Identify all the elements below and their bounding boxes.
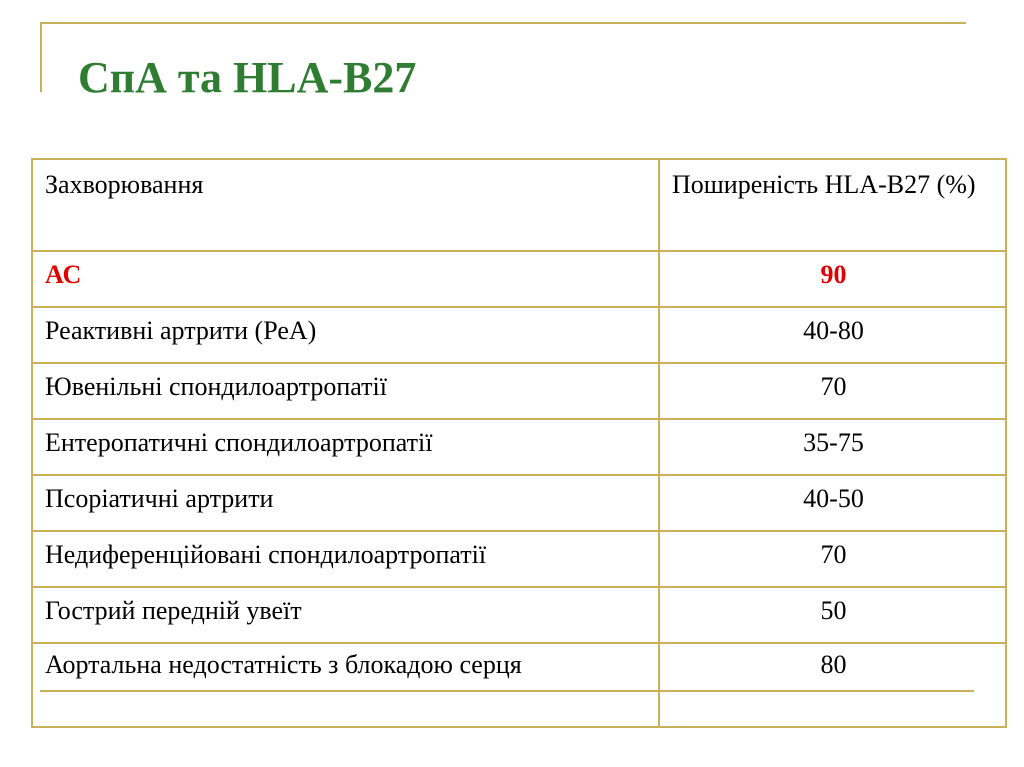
disease-cell: АС: [32, 251, 659, 307]
disease-cell: Аортальна недостатність з блокадою серця: [32, 643, 659, 727]
slide-title: СпА та HLA-B27: [78, 53, 417, 102]
disease-cell: Псоріатичні артрити: [32, 475, 659, 531]
value-cell: 35-75: [659, 419, 1006, 475]
disease-cell: Гострий передній увеїт: [32, 587, 659, 643]
value-cell: 90: [659, 251, 1006, 307]
value-cell: 50: [659, 587, 1006, 643]
table-row: [32, 419, 1006, 475]
hla-b27-table: [31, 158, 1007, 728]
value-cell: 80: [659, 643, 1006, 727]
table-row: [32, 363, 1006, 419]
value-cell: 40-50: [659, 475, 1006, 531]
frame-left-line: [40, 22, 42, 92]
value-cell: 70: [659, 363, 1006, 419]
value-cell: 40-80: [659, 307, 1006, 363]
frame-bottom-line: [40, 690, 974, 692]
frame-top-line: [40, 22, 966, 24]
disease-cell: Ювенільні спондилоартропатії: [32, 363, 659, 419]
disease-cell: Ентеропатичні спондилоартропатії: [32, 419, 659, 475]
header-prevalence-cell: Поширеність HLA-B27 (%): [659, 159, 1006, 251]
header-disease-cell: Захворювання: [32, 159, 659, 251]
table-row: [32, 307, 1006, 363]
table-row: [32, 251, 1006, 307]
table-row: [32, 475, 1006, 531]
value-cell: 70: [659, 531, 1006, 587]
table-header-row: [32, 159, 1006, 251]
table-row: [32, 531, 1006, 587]
table-row: [32, 587, 1006, 643]
table-row: [32, 643, 1006, 727]
disease-cell: Реактивні артрити (РеА): [32, 307, 659, 363]
disease-cell: Недиференційовані спондилоартропатії: [32, 531, 659, 587]
